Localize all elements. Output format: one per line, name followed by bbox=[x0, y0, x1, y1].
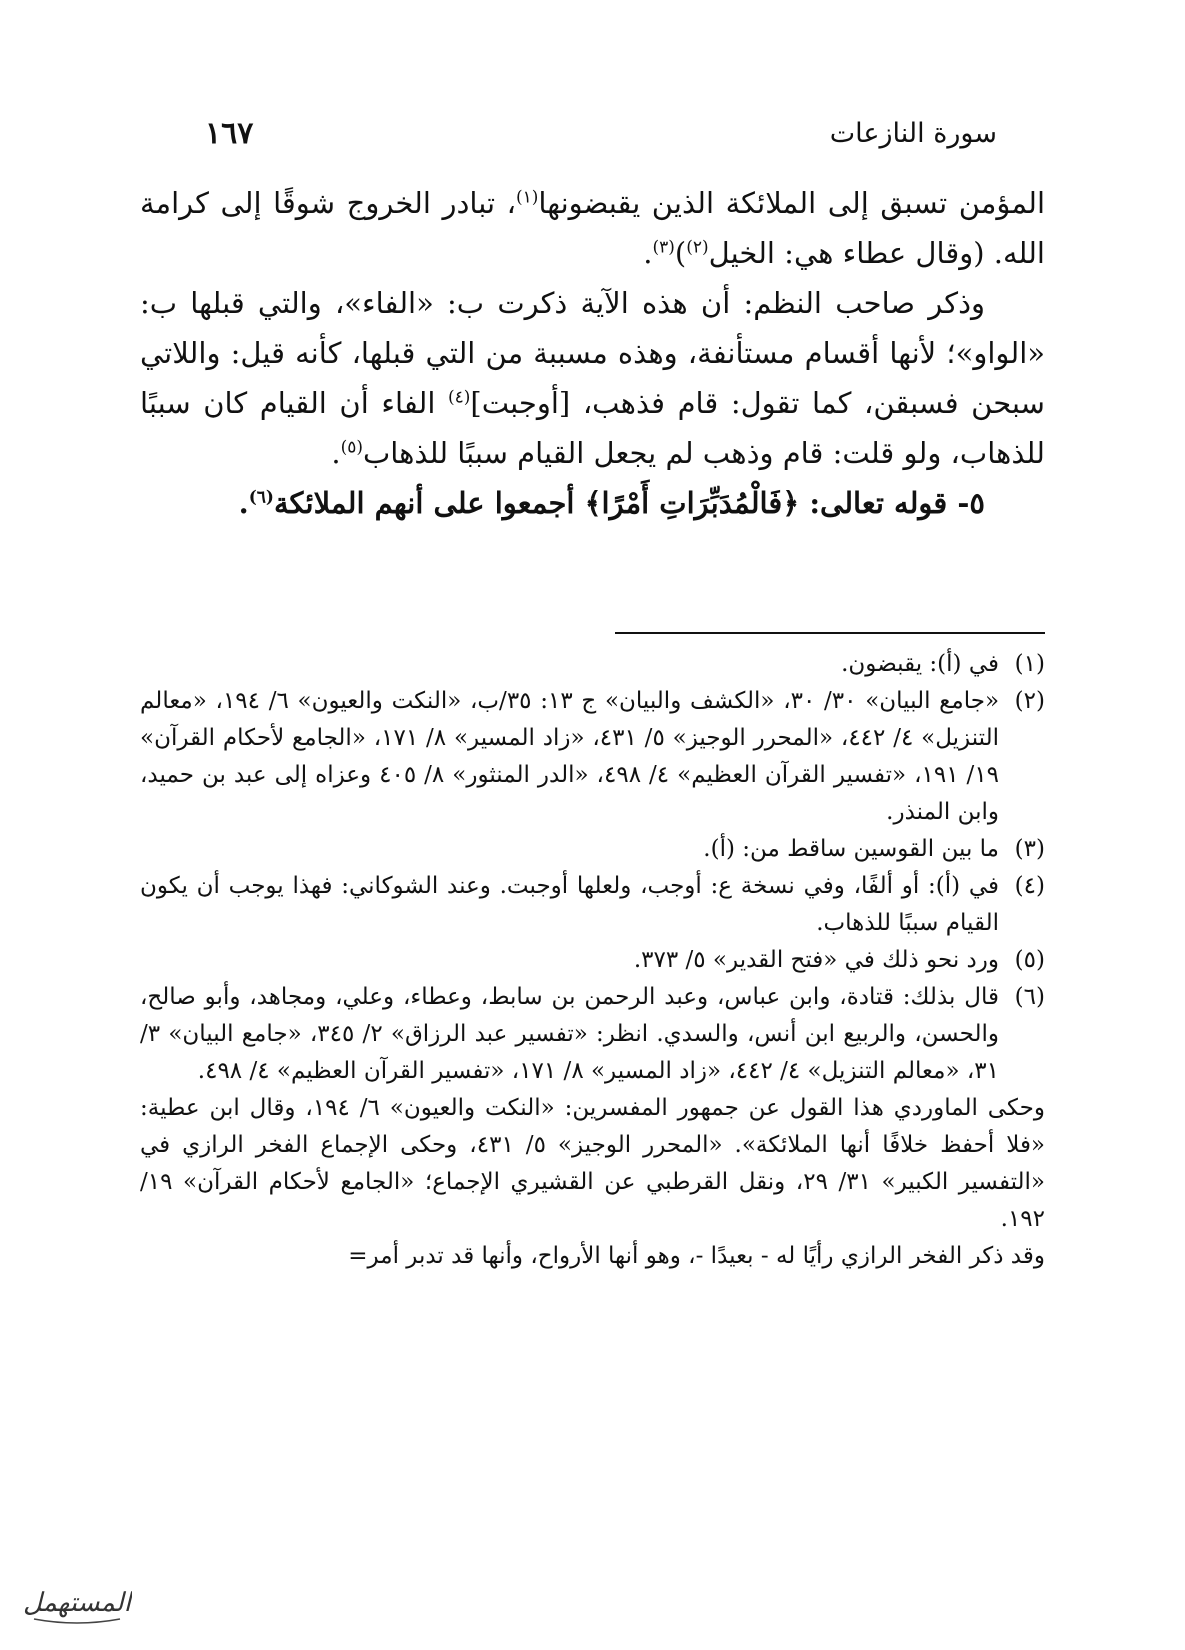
footnote-text: في (أ): أو ألفًا، وفي نسخة ع: أوجب، ولعلها أوجبت. وعند الشوكاني: فهذا يوجب أن يكون القيام سببًا للذهاب. bbox=[140, 873, 999, 936]
main-text bbox=[140, 178, 1045, 528]
footnote-3 bbox=[140, 831, 1045, 868]
footnote-text: قال بذلك: قتادة، وابن عباس، وعبد الرحمن بن سابط، وعطاء، وعلي، ومجاهد، وأبو صالح، والحسن، والربيع ابن أنس، والسدي. انظر: «تفسير عبد الرزاق» ٢/ ٣٤٥، «جامع البيان» ٣/ ٣١، «معالم التنزيل» ٤/ ٤٤٢، «زاد المسير» ٨/ ١٧١، «تفسير القرآن العظيم» ٤/ ٤٩٨. bbox=[140, 984, 999, 1084]
footnote-ref-3: (٣) bbox=[652, 237, 675, 258]
footnote-label: (١) bbox=[1014, 651, 1045, 677]
footnote-continuation-2: وقد ذكر الفخر الرازي رأيًا له - بعيدًا -، وهو أنها الأرواح، وأنها قد تدبر أمر= bbox=[348, 1243, 1045, 1269]
footnote-1 bbox=[140, 646, 1045, 683]
footnote-ref-6: (٦) bbox=[248, 487, 274, 508]
paragraph-1: المؤمن تسبق إلى الملائكة الذين يقبضونها$^{(١)}$، تبادر الخروج شوقًا إلى كرامة الله. (وقال عطاء هي: الخيل$^{(٢)}$)$^{(٣)}$. bbox=[140, 186, 1045, 270]
footnote-label: (٣) bbox=[1014, 836, 1045, 862]
footnote-text: ورد نحو ذلك في «فتح القدير» ٥/ ٣٧٣. bbox=[633, 947, 999, 973]
page-header bbox=[205, 108, 997, 158]
footnote-ref-5: (٥) bbox=[340, 437, 363, 458]
footnote-label: (٤) bbox=[1014, 873, 1045, 899]
footnote-text: في (أ): يقبضون. bbox=[841, 651, 999, 677]
footnote-continuation-1: وحكى الماوردي هذا القول عن جمهور المفسرين: «النكت والعيون» ٦/ ١٩٤، وقال ابن عطية: «فلا أحفظ خلافًا أنها الملائكة». «المحرر الوجيز» ٥/ ٤٣١، وحكى الإجماع الفخر الرازي في «التفسير الكبير» ٣١/ ٢٩، ونقل القرطبي عن القشيري الإجماع؛ «الجامع لأحكام القرآن» ١٩/ ١٩٢. bbox=[140, 1095, 1046, 1232]
footnote-text: ما بين القوسين ساقط من: (أ). bbox=[703, 836, 999, 862]
footnotes bbox=[140, 646, 1045, 1275]
footnote-label: (٢) bbox=[1014, 688, 1045, 714]
footnote-ref-1: (١) bbox=[515, 187, 539, 208]
footnote-ref-2: (٢) bbox=[686, 237, 709, 258]
logo-text: المستهمل bbox=[23, 1588, 131, 1618]
logo-swash bbox=[34, 1619, 120, 1623]
verse-paragraph: ٥- قوله تعالى: ﴿فَالْمُدَبِّرَاتِ أَمْرًا﴾ أجمعوا على أنهم الملائكة$^{(٦)}$. bbox=[238, 486, 985, 520]
footnote-6 bbox=[140, 979, 1045, 1090]
footnote-ref-4: (٤) bbox=[447, 387, 471, 408]
page-number: ١٦٧ bbox=[205, 115, 254, 151]
paragraph-2: وذكر صاحب النظم: أن هذه الآية ذكرت ب: «الفاء»، والتي قبلها ب: «الواو»؛ لأنها أقسام مستأنفة، وهذه مسببة من التي قبلها، كأنه قيل: واللاتي سبحن فسبقن، كما تقول: قام فذهب، [أوجبت]$^{(٤)}$ الفاء أن القيام كان سببًا للذهاب، ولو قلت: قام وذهب لم يجعل القيام سببًا للذهاب$^{(٥)}$. bbox=[140, 286, 1045, 470]
footnote-5 bbox=[140, 942, 1045, 979]
footnote-divider bbox=[615, 632, 1045, 634]
footnote-label: (٥) bbox=[1014, 947, 1045, 973]
footnote-4 bbox=[140, 868, 1045, 942]
footnote-2 bbox=[140, 683, 1045, 831]
surah-title: سورة النازعات bbox=[829, 117, 997, 149]
publisher-logo bbox=[22, 1575, 132, 1630]
footnote-text: «جامع البيان» ٣٠/ ٣٠، «الكشف والبيان» ج ١٣: ٣٥/ب، «النكت والعيون» ٦/ ١٩٤، «معالم التنزيل» ٤/ ٤٤٢، «المحرر الوجيز» ٥/ ٤٣١، «زاد المسير» ٨/ ١٧١، «الجامع لأحكام القرآن» ١٩/ ١٩١، «تفسير القرآن العظيم» ٤/ ٤٩٨، «الدر المنثور» ٨/ ٤٠٥ وعزاه إلى عبد بن حميد، وابن المنذر. bbox=[140, 688, 1000, 825]
footnote-label: (٦) bbox=[1014, 984, 1045, 1010]
